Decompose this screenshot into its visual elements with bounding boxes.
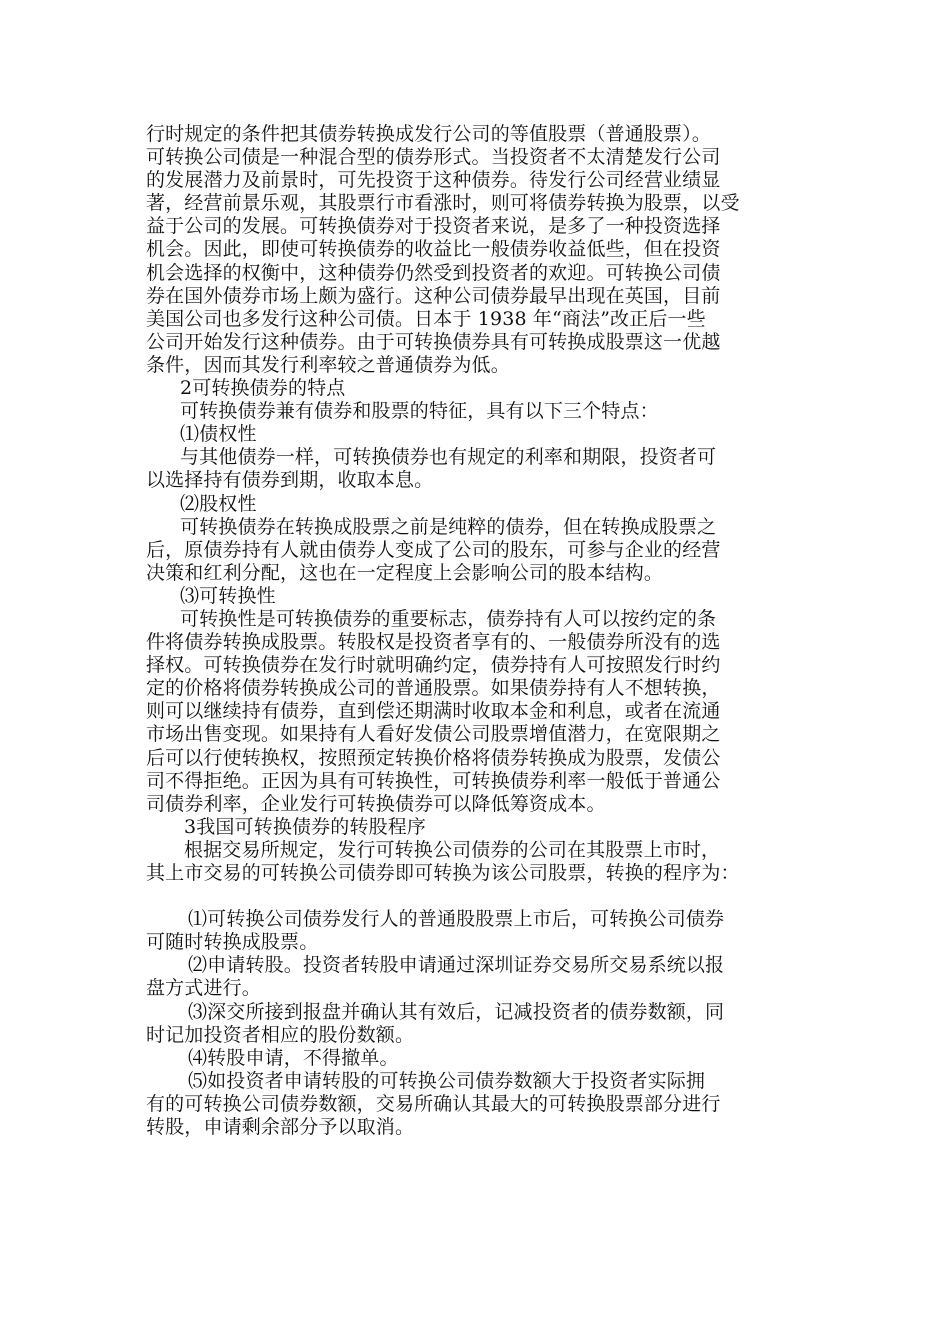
text-line: 的发展潜力及前景时，可先投资于这种债券。待发行公司经营业绩显 (146, 169, 721, 192)
text-line: 盘方式进行。 (146, 977, 261, 1000)
text-line: 美国公司也多发行这种公司债。日本于 1938 年“商法”改正后一些 (146, 307, 706, 330)
text-line: 可转换债券在转换成股票之前是纯粹的债券，但在转换成股票之 (180, 515, 717, 538)
list-item: ⑷转股申请，不得撤单。 (188, 1046, 399, 1069)
text-line: 机会。因此，即使可转换债券的收益比一般债券收益低些，但在投资 (146, 238, 721, 261)
text-line: 可转换性是可转换债券的重要标志，债券持有人可以按约定的条 (180, 607, 717, 630)
list-item: ⑶深交所接到报盘并确认其有效后，记减投资者的债券数额，同 (188, 1000, 725, 1023)
section-heading: 3我国可转换债券的转股程序 (184, 815, 427, 838)
body-text (146, 123, 816, 1139)
text-line: 后，原债券持有人就由债券人变成了公司的股东，可参与企业的经营 (146, 538, 721, 561)
text-line: 可转换公司债是一种混合型的债券形式。当投资者不太清楚发行公司 (146, 146, 721, 169)
text-line: 时记加投资者相应的股份数额。 (146, 1023, 415, 1046)
blank-line (146, 885, 816, 908)
text-line: 根据交易所规定，发行可转换公司债券的公司在其股票上市时， (184, 838, 721, 861)
subsection-heading: ⑶可转换性 (180, 584, 276, 607)
text-line: 司不得拒绝。正因为具有可转换性，可转换债券利率一般低于普通公 (146, 769, 721, 792)
text-line: 后可以行使转换权，按照预定转换价格将债券转换成为股票，发债公 (146, 746, 721, 769)
text-line: 益于公司的发展。可转换债券对于投资者来说，是多了一种投资选择 (146, 215, 721, 238)
text-line: 件将债券转换成股票。转股权是投资者享有的、一般债券所没有的选 (146, 631, 721, 654)
text-line: 司债券利率，企业发行可转换债券可以降低筹资成本。 (146, 792, 606, 815)
text-line: 券在国外债券市场上颇为盛行。这种公司债券最早出现在英国，目前 (146, 284, 721, 307)
text-line: 市场出售变现。如果持有人看好发债公司股票增值潜力，在宽限期之 (146, 723, 721, 746)
text-line: 以选择持有债券到期，收取本息。 (146, 469, 434, 492)
list-item: ⑴可转换公司债券发行人的普通股股票上市后，可转换公司债券 (188, 908, 725, 931)
text-line: 与其他债券一样，可转换债券也有规定的利率和期限，投资者可 (180, 446, 717, 469)
text-line: 其上市交易的可转换公司债券即可转换为该公司股票，转换的程序为： (146, 862, 740, 884)
text-line: 著，经营前景乐观，其股票行市看涨时，则可将债券转换为股票，以受 (146, 192, 740, 215)
text-line: 转股，申请剩余部分予以取消。 (146, 1116, 415, 1139)
list-item: ⑸如投资者申请转股的可转换公司债券数额大于投资者实际拥 (188, 1069, 706, 1092)
section-heading: 2可转换债券的特点 (180, 377, 346, 400)
text-line: 条件，因而其发行利率较之普通债券为低。 (146, 353, 510, 376)
subsection-heading: ⑵股权性 (180, 492, 257, 515)
text-line: 有的可转换公司债券数额，交易所确认其最大的可转换股票部分进行 (146, 1092, 721, 1115)
list-item: ⑵申请转股。投资者转股申请通过深圳证券交易所交易系统以报 (188, 954, 725, 977)
text-line: 则可以继续持有债券，直到偿还期满时收取本金和利息，或者在流通 (146, 700, 721, 723)
text-line: 行时规定的条件把其债券转换成发行公司的等值股票（普通股票）。 (146, 123, 712, 145)
text-line: 可转换债券兼有债券和股票的特征，具有以下三个特点： (180, 400, 659, 423)
subsection-heading: ⑴债权性 (180, 423, 257, 446)
text-line: 决策和红利分配，这也在一定程度上会影响公司的股本结构。 (146, 561, 664, 584)
text-line: 可随时转换成股票。 (146, 931, 319, 954)
text-line: 择权。可转换债券在发行时就明确约定，债券持有人可按照发行时约 (146, 654, 721, 677)
text-line: 机会选择的权衡中，这种债券仍然受到投资者的欢迎。可转换公司债 (146, 261, 721, 284)
text-line: 定的价格将债券转换成公司的普通股票。如果债券持有人不想转换， (146, 677, 721, 700)
text-line: 公司开始发行这种债券。由于可转换债券具有可转换成股票这一优越 (146, 330, 721, 353)
